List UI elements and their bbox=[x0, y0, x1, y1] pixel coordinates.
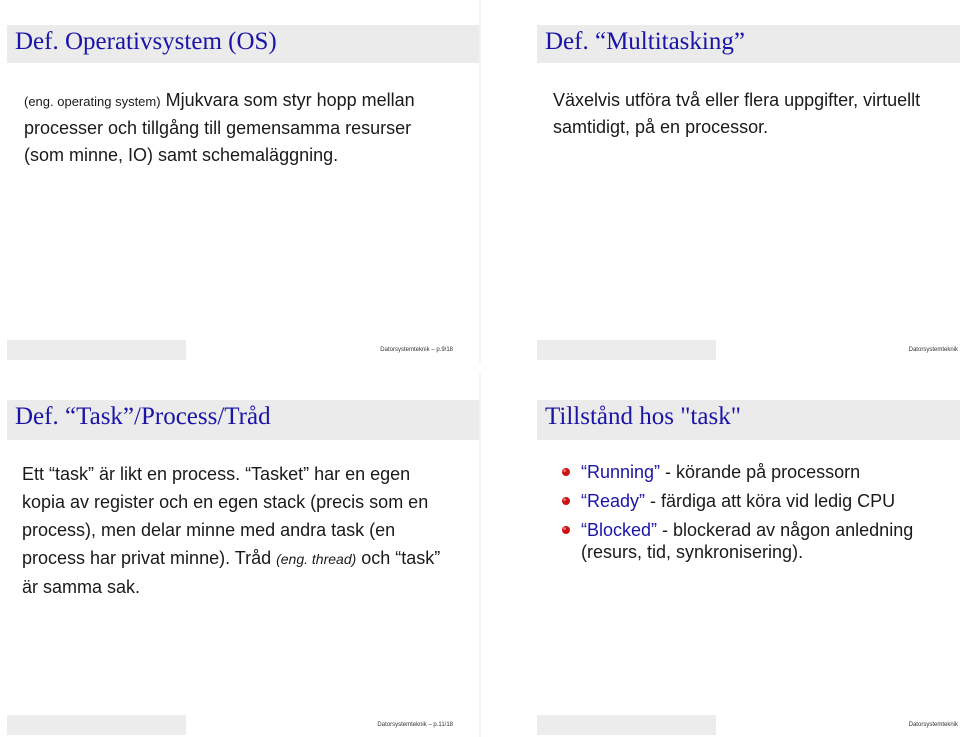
slide-tillstand-task bbox=[481, 374, 960, 737]
slide-title: Def. “Task”/Process/Tråd bbox=[15, 403, 271, 430]
state-desc: - körande på processorn bbox=[660, 462, 861, 482]
footer-bar bbox=[7, 340, 186, 360]
slide-body: Växelvis utföra två eller flera uppgifter, virtuellt samtidigt, på en processor. bbox=[553, 90, 921, 137]
list-item bbox=[561, 490, 960, 512]
slide-task-process-trad bbox=[0, 374, 479, 737]
state-term: “Ready” bbox=[581, 491, 646, 511]
title-bar bbox=[537, 25, 960, 63]
slide-multitasking bbox=[481, 0, 960, 362]
state-list bbox=[561, 461, 960, 570]
list-item bbox=[561, 461, 960, 483]
red-ball-bullet-icon bbox=[561, 496, 571, 506]
state-term: “Running” bbox=[581, 462, 661, 482]
definition-text-end: och “task” är samma sak. bbox=[22, 548, 441, 597]
title-bar bbox=[537, 400, 960, 440]
slide-body bbox=[22, 460, 442, 601]
footer-bar bbox=[7, 715, 186, 735]
state-desc: - färdiga att köra vid ledig CPU bbox=[645, 491, 896, 511]
footer-text: Datorsystemteknik bbox=[908, 347, 958, 353]
list-item bbox=[561, 519, 960, 563]
slide-title: Tillstånd hos "task" bbox=[545, 403, 741, 430]
definition-text: Ett “task” är likt en process. “Tasket” har en egen kopia av register och en egen stack (precis som en process), men delar minne med andra task (en process har privat minne). Tråd bbox=[22, 464, 429, 568]
definition-text: Mjukvara som styr hopp mellan processer och tillgång till gemensamma resurser (som minne, IO) samt schemaläggning. bbox=[24, 90, 415, 165]
footer-bar bbox=[537, 340, 716, 360]
slide-operativsystem bbox=[0, 0, 479, 362]
horizontal-separator bbox=[0, 362, 960, 374]
title-bar bbox=[7, 400, 479, 440]
eng-note: (eng. thread) bbox=[276, 551, 357, 567]
title-bar bbox=[7, 25, 479, 63]
eng-note: (eng. operating system) bbox=[24, 94, 161, 109]
footer-text: Datorsystemteknik – p.9/18 bbox=[380, 347, 453, 353]
state-term: “Blocked” bbox=[581, 520, 658, 540]
red-ball-bullet-icon bbox=[561, 525, 571, 535]
footer-bar bbox=[537, 715, 716, 735]
footer-text: Datorsystemteknik – p.11/18 bbox=[377, 722, 453, 728]
footer-text: Datorsystemteknik bbox=[908, 722, 958, 728]
slide-body bbox=[24, 87, 444, 169]
slide-title: Def. “Multitasking” bbox=[545, 28, 745, 55]
state-desc: - blockerad av någon anledning (resurs, tid, synkronisering). bbox=[581, 520, 914, 562]
slide-title: Def. Operativsystem (OS) bbox=[15, 28, 277, 55]
red-ball-bullet-icon bbox=[561, 467, 571, 477]
